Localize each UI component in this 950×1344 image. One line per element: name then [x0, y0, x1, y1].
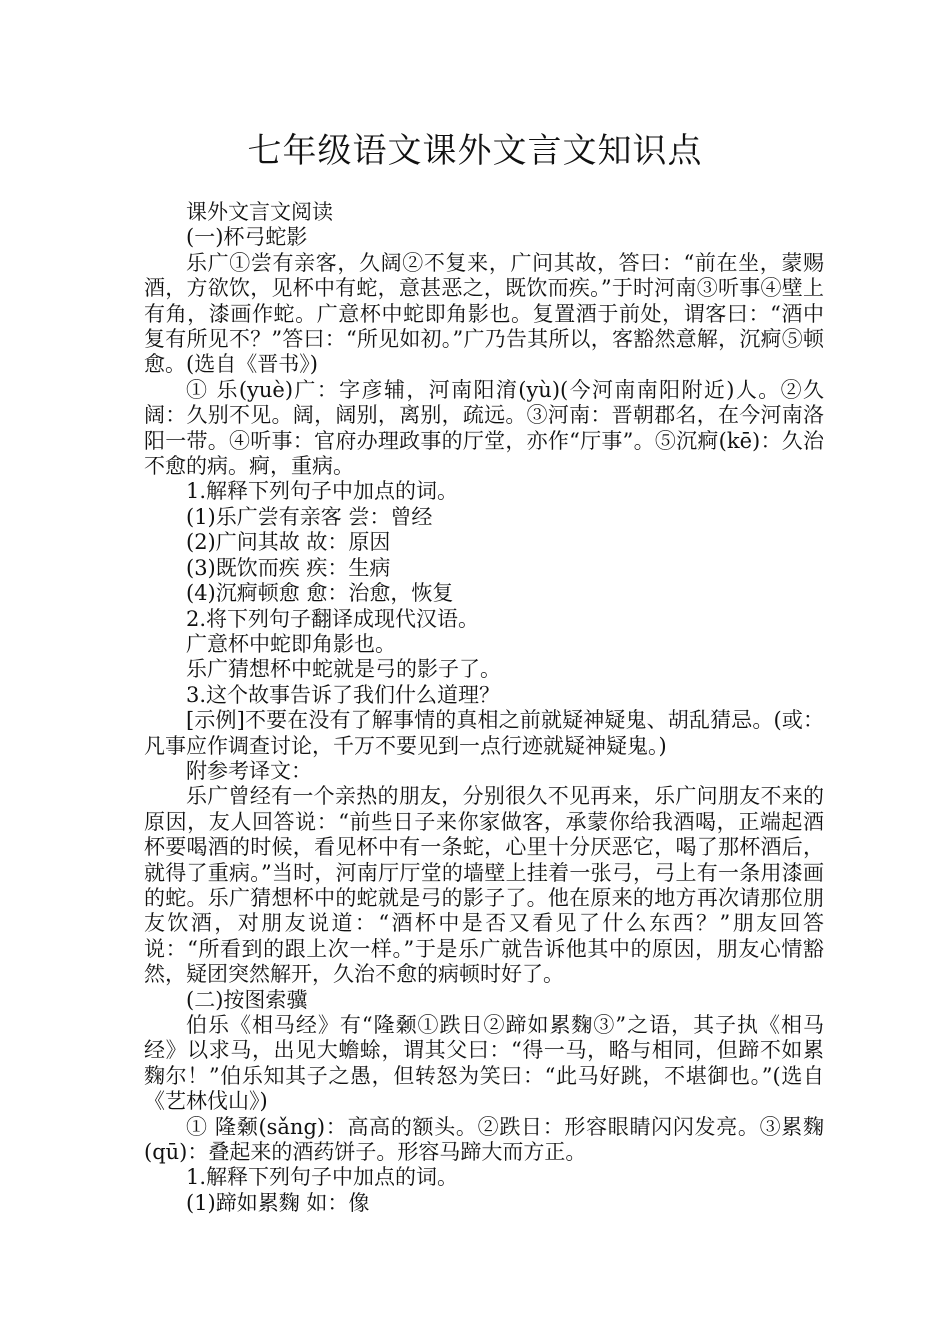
question-item: (3)既饮而疾 疾：生病 — [186, 555, 391, 580]
document-body — [144, 200, 824, 1216]
answer-text: 乐广猜想杯中蛇就是弓的影子了。 — [186, 657, 501, 682]
question-item: (1)蹄如累麴 如：像 — [186, 1190, 370, 1215]
question-heading: 1.解释下列句子中加点的词。 — [186, 1165, 459, 1190]
document-title: 七年级语文课外文言文知识点 — [247, 131, 703, 171]
section-heading: 课外文言文阅读 — [186, 200, 333, 224]
question-sentence: 广意杯中蛇即角影也。 — [186, 631, 396, 656]
question-item: (4)沉痾顿愈 愈：治愈，恢复 — [186, 581, 454, 606]
story-title: (二)按图索骥 — [186, 987, 308, 1012]
annotation-notes: ① 隆颡(sǎng)：高高的额头。②跌日：形容眼睛闪闪发亮。③累麴(qū)：叠起来的酒药饼子。形容马蹄大而方正。 — [144, 1114, 824, 1165]
translation-heading: 附参考译文： — [186, 758, 312, 783]
story-text: 伯乐《相马经》有“隆颡①跌日②蹄如累麴③”之语，其子执《相马经》以求马，出见大蟾蜍，谓其父曰：“得一马，略与相同，但蹄不如累麴尔！”伯乐知其子之愚，但转怒为笑曰：“此马好跳，不堪御也。”(选自《艺林伐山》) — [144, 1013, 824, 1114]
annotation-notes: ① 乐(yuè)广：字彦辅，河南阳淯(yù)(今河南南阳附近)人。②久阔：久别不见。阔，阔别，离别，疏远。③河南：晋朝郡名，在今河南洛阳一带。④听事：官府办理政事的厅堂，亦作“厅事”。⑤沉痾(kē)：久治不愈的病。痾，重病。 — [144, 377, 824, 479]
story-text: 乐广①尝有亲客，久阔②不复来，广问其故，答曰：“前在坐，蒙赐酒，方欲饮，见杯中有蛇，意甚恶之，既饮而疾。”于时河南③听事④壁上有角，漆画作蛇。广意杯中蛇即角影也。复置酒于前处，谓客曰：“酒中复有所见不？”答曰：“所见如初。”广乃告其所以，客豁然意解，沉痾⑤顿愈。(选自《晋书》) — [144, 250, 824, 377]
question-heading: 2.将下列句子翻译成现代汉语。 — [186, 606, 480, 631]
question-heading: 3.这个故事告诉了我们什么道理？ — [186, 682, 501, 707]
answer-text: [示例]不要在没有了解事情的真相之前就疑神疑鬼、胡乱猜忌。(或：凡事应作调查讨论，千万不要见到一点行迹就疑神疑鬼。) — [144, 708, 824, 758]
story-title: (一)杯弓蛇影 — [186, 225, 308, 250]
translation-text: 乐广曾经有一个亲热的朋友，分别很久不见再来，乐广问朋友不来的原因，友人回答说：“前些日子来你家做客，承蒙你给我酒喝，正端起酒杯要喝酒的时候，看见杯中有一条蛇，心里十分厌恶它，喝了那杯酒后，就得了重病。”当时，河南厅厅堂的墙壁上挂着一张弓，弓上有一条用漆画的蛇。乐广猜想杯中的蛇就是弓的影子了。他在原来的地方再次请那位朋友饮酒，对朋友说道：“酒杯中是否又看见了什么东西？”朋友回答说：“所看到的跟上次一样。”于是乐广就告诉他其中的原因，朋友心情豁然，疑团突然解开，久治不愈的病顿时好了。 — [144, 784, 824, 987]
question-item: (1)乐广尝有亲客 尝：曾经 — [186, 504, 433, 529]
question-item: (2)广问其故 故：原因 — [186, 530, 391, 555]
question-heading: 1.解释下列句子中加点的词。 — [186, 479, 459, 504]
